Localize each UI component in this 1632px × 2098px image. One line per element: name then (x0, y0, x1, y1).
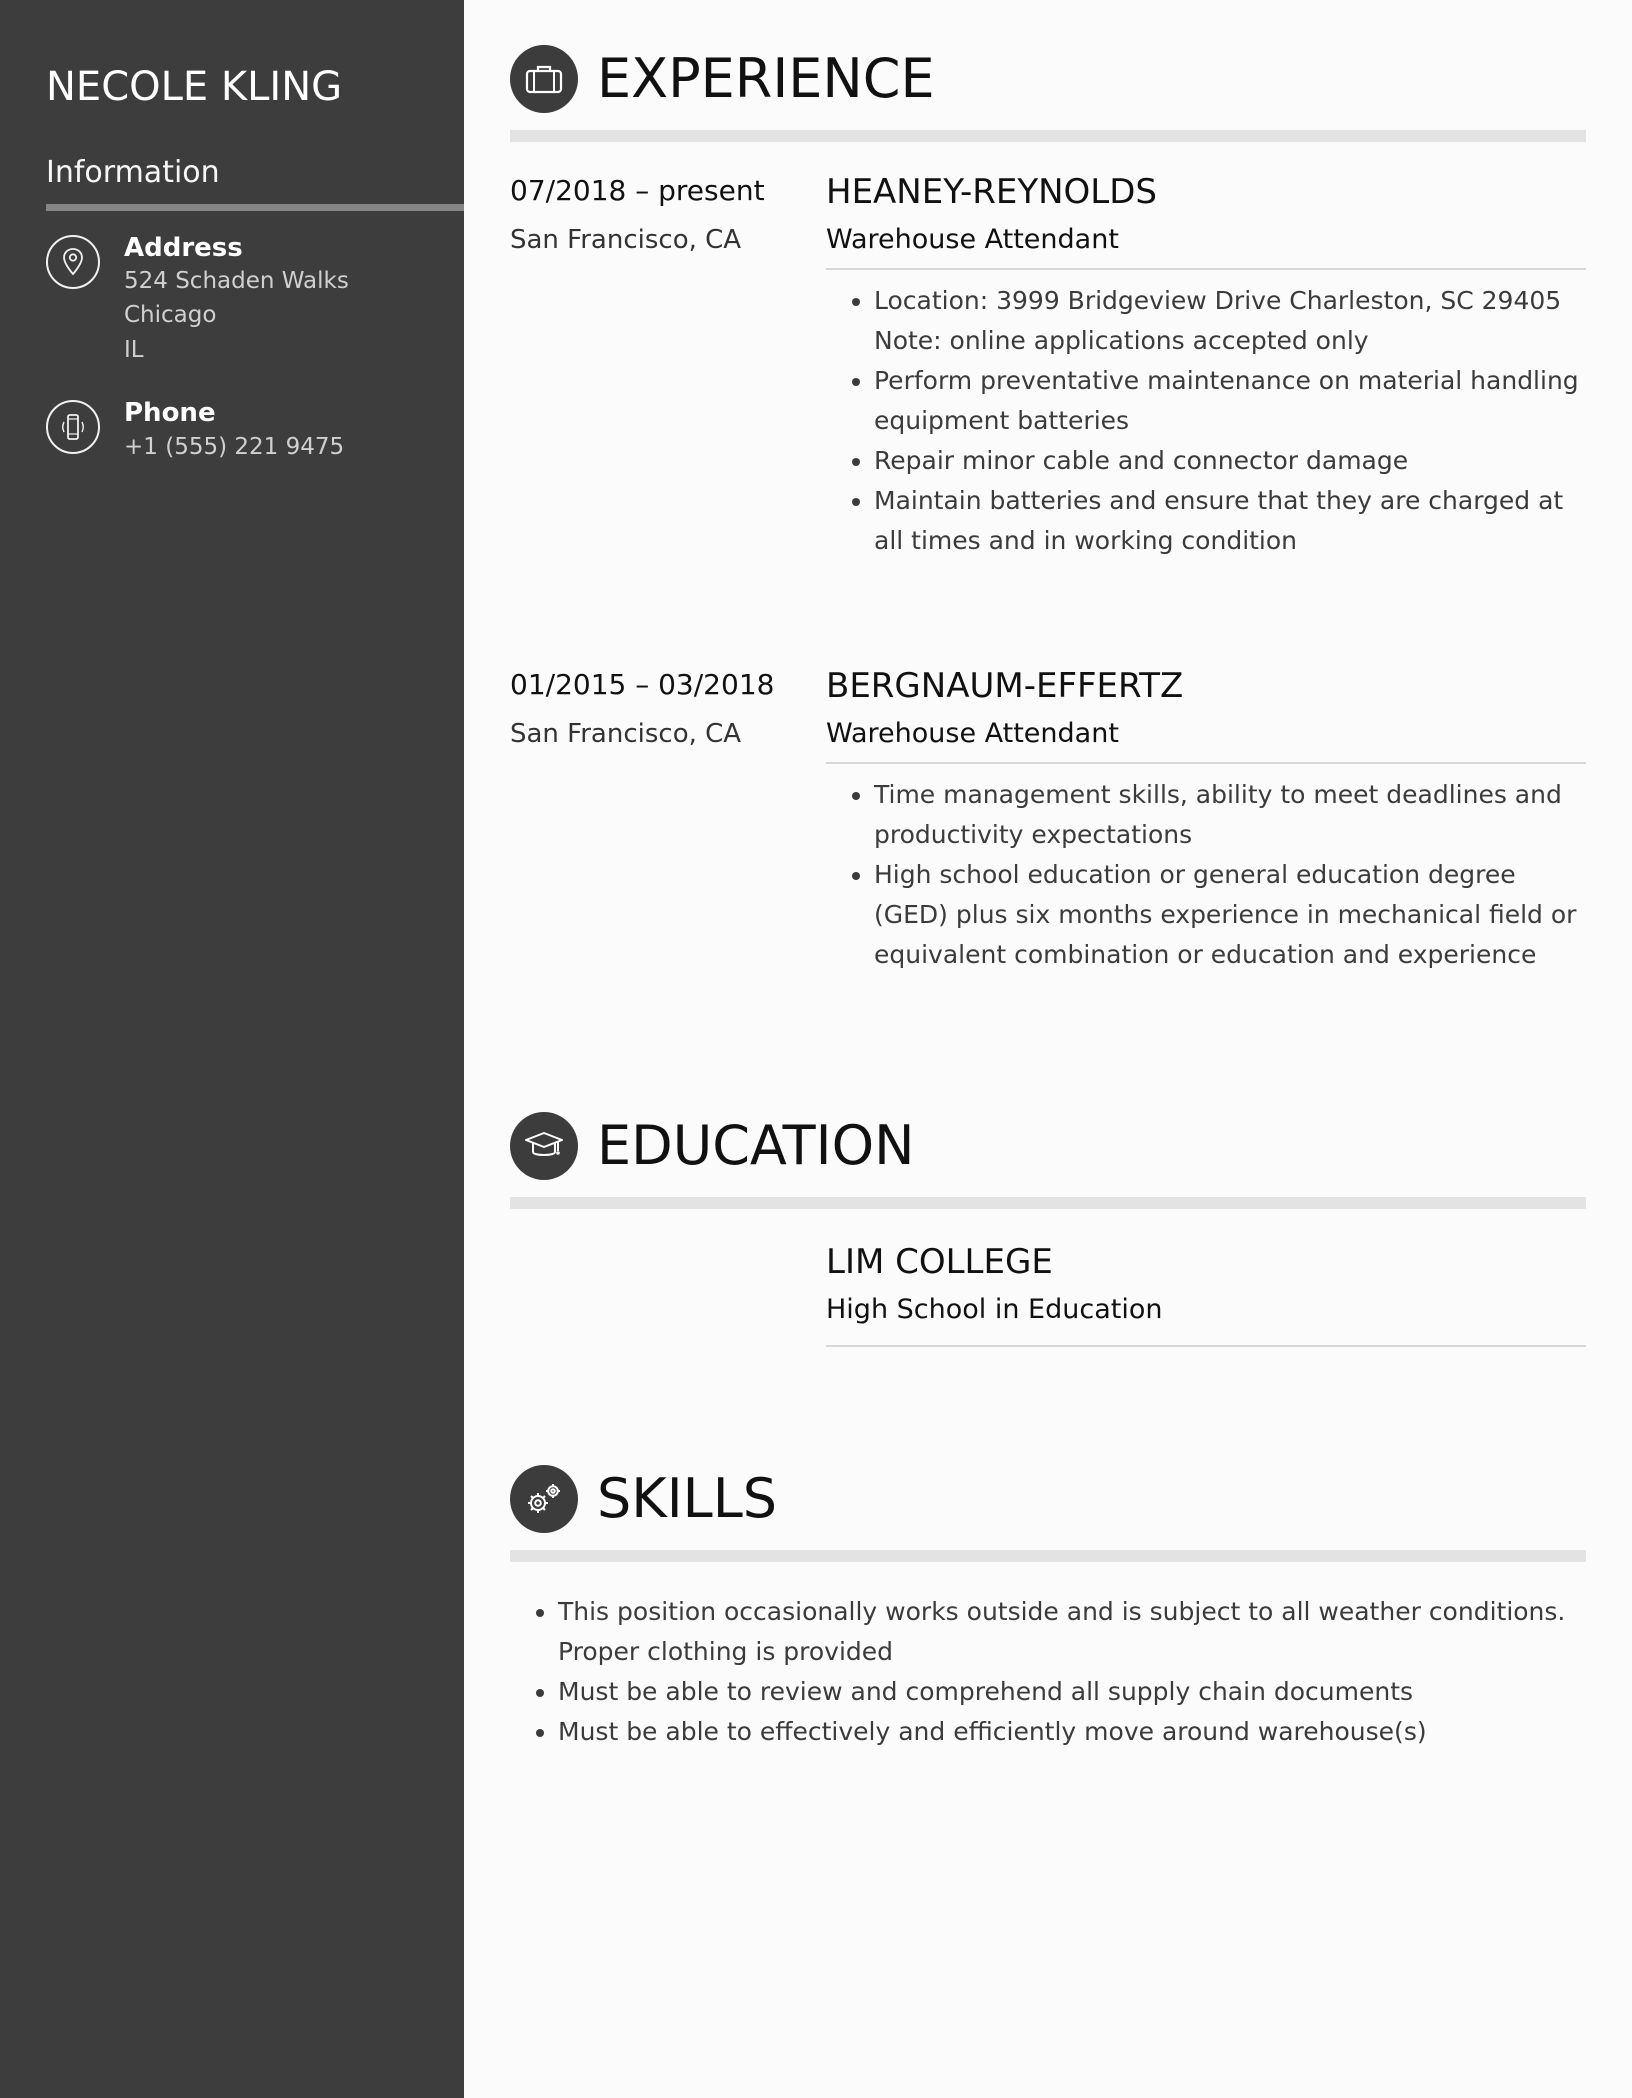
sidebar (0, 0, 464, 2098)
job-company: HEANEY-REYNOLDS (826, 172, 1158, 212)
job-responsibilities (826, 775, 1586, 975)
job-responsibilities (826, 281, 1586, 561)
skills-heading: SKILLS (597, 1467, 778, 1530)
job-company: BERGNAUM-EFFERTZ (826, 666, 1184, 706)
responsibility-item: • Perform preventative maintenance on material handling equipment batteries (874, 361, 1586, 441)
experience-heading: EXPERIENCE (597, 47, 935, 110)
address-label: Address (124, 233, 243, 263)
address-street: 524 Schaden Walks (124, 268, 349, 294)
responsibility-item: • Location: 3999 Bridgeview Drive Charleston, SC 29405 Note: online applications accepted only (874, 281, 1586, 361)
address-city: Chicago (124, 302, 217, 328)
job-location: San Francisco, CA (510, 225, 742, 255)
location-pin-icon (46, 235, 100, 289)
job-title: Warehouse Attendant (826, 718, 1119, 749)
mobile-phone-icon (46, 400, 100, 454)
resume-main (510, 0, 1586, 2098)
gears-icon (510, 1465, 578, 1533)
responsibility-item: • Time management skills, ability to meet deadlines and productivity expectations (874, 775, 1586, 855)
phone-label: Phone (124, 398, 216, 428)
school-name: LIM COLLEGE (826, 1242, 1053, 1282)
briefcase-icon (510, 45, 578, 113)
degree: High School in Education (826, 1294, 1163, 1325)
responsibility-item: • Repair minor cable and connector damage (874, 441, 1586, 481)
job-dates: 07/2018 – present (510, 174, 765, 207)
experience-rule (510, 130, 1586, 142)
job-location: San Francisco, CA (510, 719, 742, 749)
information-heading: Information (46, 155, 220, 190)
skills-list (510, 1592, 1586, 1752)
education-heading: EDUCATION (597, 1114, 915, 1177)
skill-item: • Must be able to review and comprehend all supply chain documents (558, 1672, 1586, 1712)
job-dates: 01/2015 – 03/2018 (510, 668, 775, 701)
graduation-cap-icon (510, 1112, 578, 1180)
skills-section-header (510, 1465, 1586, 1565)
experience-section-header (510, 45, 1586, 145)
job-divider (826, 762, 1586, 764)
phone-number: +1 (555) 221 9475 (124, 434, 345, 460)
job-divider (826, 268, 1586, 270)
job-title: Warehouse Attendant (826, 224, 1119, 255)
candidate-name: NECOLE KLING (46, 64, 343, 110)
responsibility-item: • Maintain batteries and ensure that they are charged at all times and in working condition (874, 481, 1586, 561)
education-divider (826, 1345, 1586, 1347)
skill-item: • Must be able to effectively and efficiently move around warehouse(s) (558, 1712, 1586, 1752)
address-state: IL (124, 337, 144, 363)
information-divider (46, 204, 464, 211)
responsibility-item: • High school education or general education degree (GED) plus six months experience in mechanical field or equivalent combination or education and experience (874, 855, 1586, 975)
education-section-header (510, 1112, 1586, 1212)
education-rule (510, 1197, 1586, 1209)
skill-item: • This position occasionally works outside and is subject to all weather conditions. Proper clothing is provided (558, 1592, 1586, 1672)
skills-rule (510, 1550, 1586, 1562)
